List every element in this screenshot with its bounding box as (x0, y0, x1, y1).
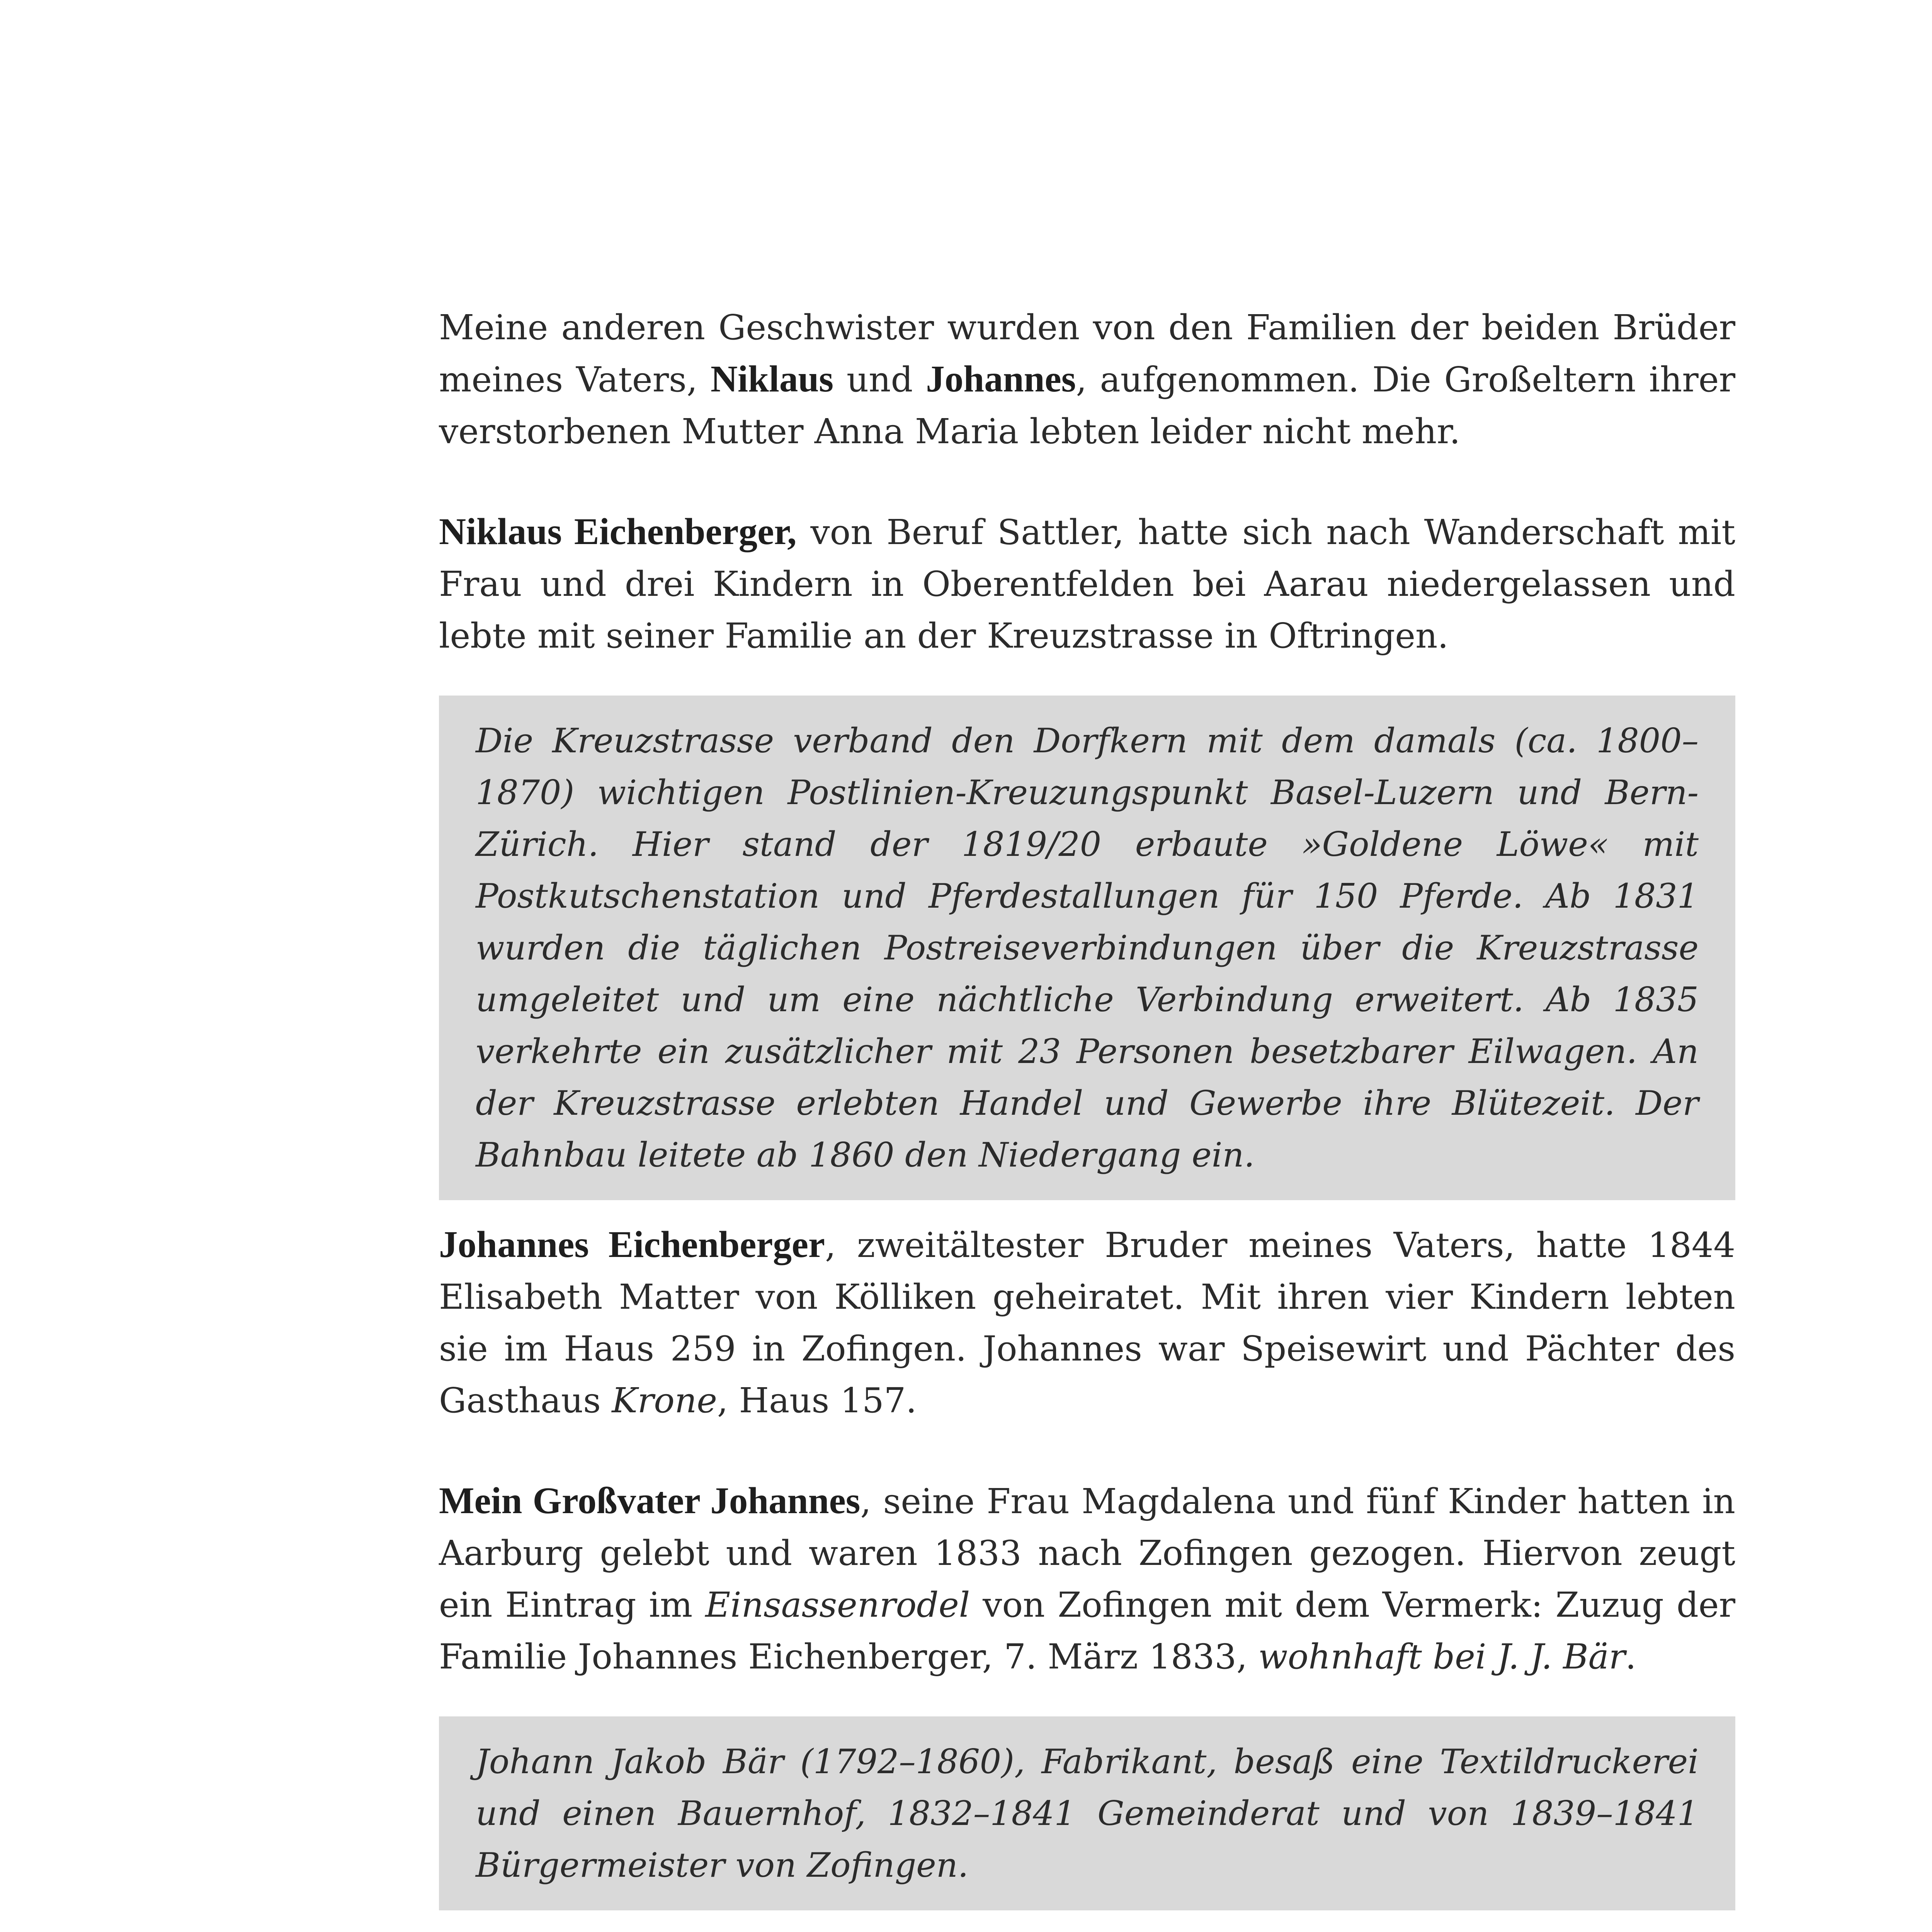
paragraph-text: , aufgenommen. Die Großeltern ihrer verstorbenen Mutter Anna Maria lebten leider nicht mehr. (439, 359, 1735, 451)
emphasis-wohnhaft: wohnhaft bei J. J. Bär (1258, 1636, 1626, 1677)
lead-niklaus: Niklaus Eichenberger, (439, 511, 797, 552)
page-content (439, 301, 1735, 1932)
paragraph-text: von Zofingen mit dem Vermerk: Zuzug der Familie Johannes Eichenberger, 7. März 1833, (439, 1585, 1735, 1677)
lead-johannes: Johannes Eichenberger (439, 1224, 825, 1265)
paragraph-text: und (833, 359, 926, 400)
lead-grandfather: Mein Großvater Johannes (439, 1480, 861, 1521)
paragraph-text: von Beruf Sattler, hatte sich nach Wanderschaft mit Frau und drei Kindern in Oberentfelden bei Aarau niedergelassen und lebte mit seiner Familie an der Kreuzstrasse in Oftringen. (439, 512, 1735, 656)
paragraph-text: , seine Frau Magdalena und fünf Kinder hatten in Aarburg gelebt und waren 1833 nach Zofingen gezogen. Hiervon zeugt ein Eintrag im (439, 1481, 1736, 1625)
name-johannes: Johannes (926, 358, 1076, 400)
emphasis-krone: Krone (612, 1380, 717, 1420)
paragraph-text: , Haus 157. (717, 1380, 917, 1420)
paragraph-farm (439, 1929, 1735, 1932)
note-box-kreuzstrasse: Die Kreuzstrasse verband den Dorfkern mit dem damals (ca. 1800–1870) wichtigen Postlinien-Kreuzungspunkt Basel-Luzern und Bern-Zürich. Hier stand der 1819/20 erbaute »Goldene Löwe« mit Postkutschenstation und Pferdestallungen für 150 Pferde. Ab 1831 wurden die täglichen Postreiseverbindungen über die Kreuzstrasse umgeleitet und um eine nächtliche Verbindung erweitert. Ab 1835 verkehrte ein zusätzlicher mit 23 Personen besetzbarer Eilwagen. An der Kreuzstrasse erlebten Handel und Gewerbe ihre Blütezeit. Der Bahnbau leitete ab 1860 den Niedergang ein. (439, 696, 1735, 1200)
paragraph-johannes (439, 1219, 1735, 1426)
emphasis-einsassenrodel: Einsassenrodel (705, 1585, 970, 1625)
paragraph-grandfather (439, 1475, 1735, 1682)
paragraph-text: , zweitältester Bruder meines Vaters, hatte 1844 Elisabeth Matter von Kölliken geheiratet. Mit ihren vier Kindern lebten sie im Haus 259 in Zofingen. Johannes war Speisewirt und Pächter des Gasthaus (439, 1225, 1735, 1420)
paragraph-siblings (439, 301, 1735, 457)
name-niklaus: Niklaus (710, 358, 834, 400)
paragraph-text: . (1625, 1636, 1636, 1677)
paragraph-niklaus (439, 506, 1735, 662)
note-box-baer: Johann Jakob Bär (1792–1860), Fabrikant, besaß eine Textildruckerei und einen Bauernhof, 1832–1841 Gemeinderat und von 1839–1841 Bürgermeister von Zofingen. (439, 1716, 1735, 1910)
paragraph-text: Meine anderen Geschwister wurden von den Familien der beiden Brüder meines Vaters, (439, 307, 1735, 400)
